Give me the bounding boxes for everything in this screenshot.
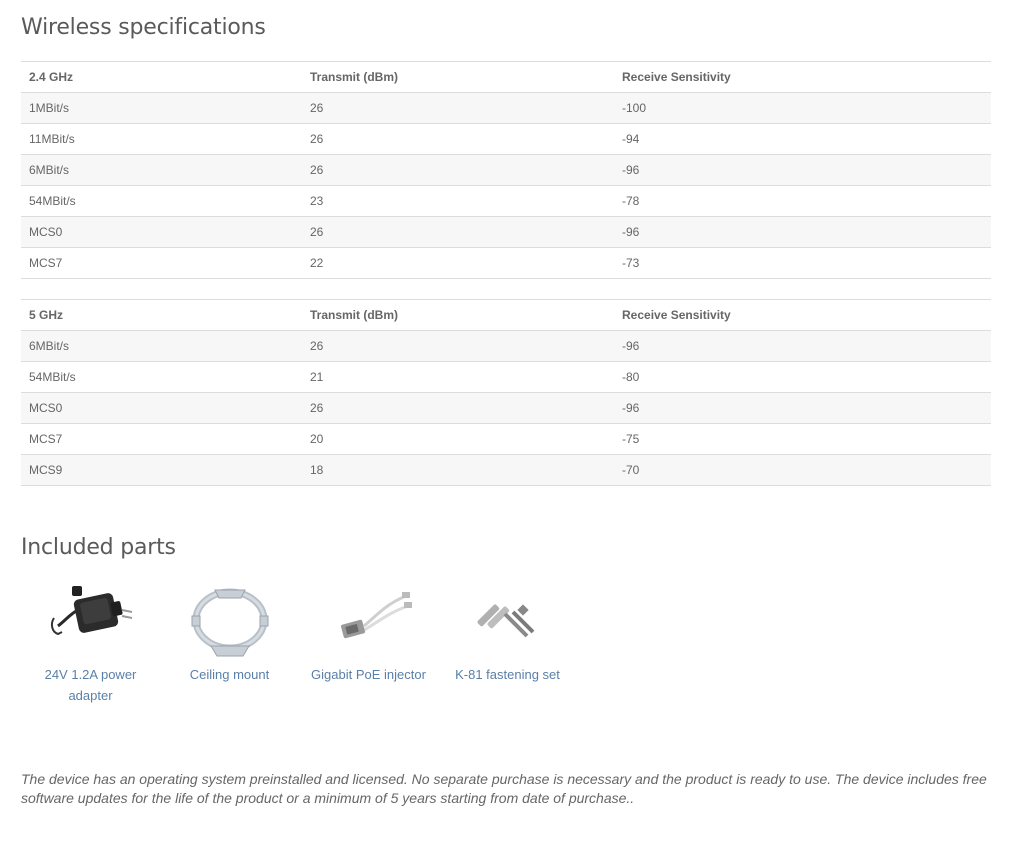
rate-cell: MCS0 (21, 217, 302, 248)
transmit-cell: 23 (302, 186, 614, 217)
transmit-cell: 26 (302, 93, 614, 124)
part-label[interactable]: Gigabit PoE injector (311, 667, 426, 682)
sensitivity-cell: -70 (614, 455, 991, 486)
sensitivity-cell: -75 (614, 424, 991, 455)
wireless-24ghz-table (21, 61, 991, 279)
sensitivity-cell: -96 (614, 155, 991, 186)
band-header: 2.4 GHz (21, 62, 302, 93)
table-row (21, 124, 991, 155)
sensitivity-cell: -94 (614, 124, 991, 155)
sensitivity-cell: -96 (614, 393, 991, 424)
rate-cell: 11MBit/s (21, 124, 302, 155)
transmit-cell: 20 (302, 424, 614, 455)
part-poe-injector[interactable] (299, 580, 438, 706)
table-row (21, 155, 991, 186)
table-header-row (21, 62, 991, 93)
rate-cell: MCS7 (21, 248, 302, 279)
rate-cell: 6MBit/s (21, 331, 302, 362)
table-row (21, 455, 991, 486)
transmit-header: Transmit (dBm) (302, 300, 614, 331)
transmit-cell: 26 (302, 217, 614, 248)
table-row (21, 248, 991, 279)
table-row (21, 93, 991, 124)
sensitivity-cell: -96 (614, 331, 991, 362)
rate-cell: 54MBit/s (21, 362, 302, 393)
table-row (21, 217, 991, 248)
table-row (21, 362, 991, 393)
rate-cell: MCS9 (21, 455, 302, 486)
part-fastening-set[interactable] (438, 580, 577, 706)
transmit-cell: 22 (302, 248, 614, 279)
sensitivity-cell: -96 (614, 217, 991, 248)
transmit-cell: 26 (302, 331, 614, 362)
fastening-set-icon (463, 580, 553, 660)
table-row (21, 424, 991, 455)
receive-sensitivity-header: Receive Sensitivity (614, 300, 991, 331)
table-row (21, 331, 991, 362)
table-row (21, 186, 991, 217)
transmit-cell: 21 (302, 362, 614, 393)
ceiling-mount-icon (185, 580, 275, 660)
sensitivity-cell: -80 (614, 362, 991, 393)
power-adapter-icon (46, 580, 136, 660)
poe-injector-icon (324, 580, 414, 660)
table-row (21, 393, 991, 424)
rate-cell: 54MBit/s (21, 186, 302, 217)
rate-cell: 1MBit/s (21, 93, 302, 124)
band-header: 5 GHz (21, 300, 302, 331)
sensitivity-cell: -73 (614, 248, 991, 279)
included-parts-title: Included parts (21, 535, 176, 560)
receive-sensitivity-header: Receive Sensitivity (614, 62, 991, 93)
rate-cell: MCS7 (21, 424, 302, 455)
sensitivity-cell: -78 (614, 186, 991, 217)
wireless-specifications-title: Wireless specifications (21, 15, 266, 40)
wireless-5ghz-table (21, 299, 991, 486)
transmit-cell: 18 (302, 455, 614, 486)
transmit-cell: 26 (302, 155, 614, 186)
part-label[interactable]: K-81 fastening set (455, 667, 560, 682)
rate-cell: 6MBit/s (21, 155, 302, 186)
part-power-adapter[interactable] (21, 580, 160, 706)
part-label[interactable]: Ceiling mount (189, 667, 270, 682)
rate-cell: MCS0 (21, 393, 302, 424)
table-header-row (21, 300, 991, 331)
transmit-cell: 26 (302, 124, 614, 155)
included-parts-list (21, 580, 577, 706)
transmit-header: Transmit (dBm) (302, 62, 614, 93)
license-note: The device has an operating system preinstalled and licensed. No separate purchase is necessary and the product is ready to use. The device includes free software updates for the life of the product or a minimum of 5 years starting from date of purchase.. (21, 771, 987, 806)
sensitivity-cell: -100 (614, 93, 991, 124)
part-label[interactable]: 24V 1.2A power adapter (44, 667, 137, 703)
transmit-cell: 26 (302, 393, 614, 424)
part-ceiling-mount[interactable] (160, 580, 299, 706)
